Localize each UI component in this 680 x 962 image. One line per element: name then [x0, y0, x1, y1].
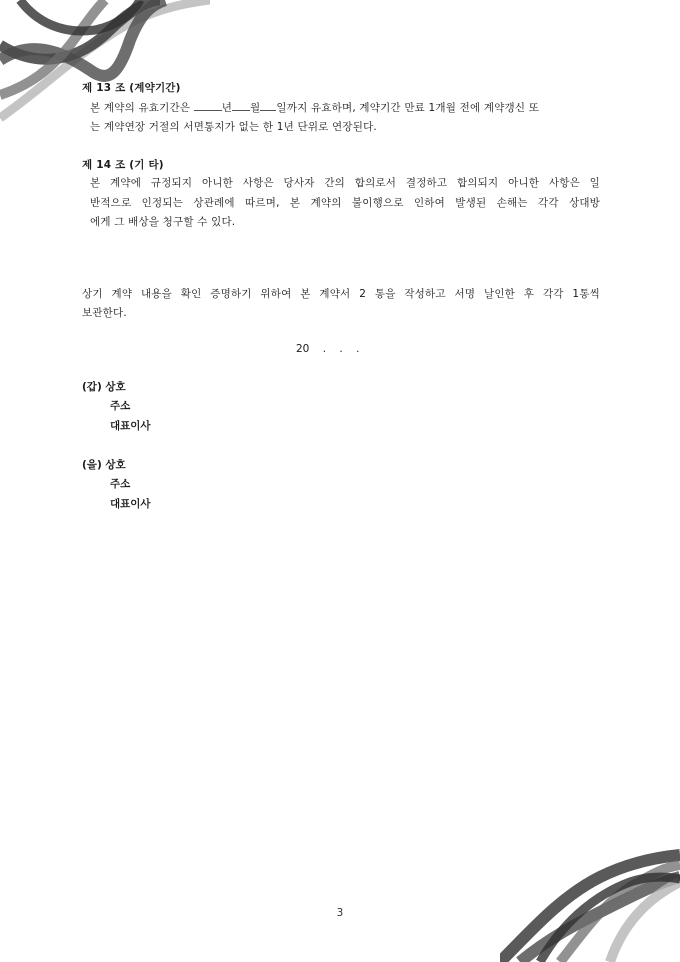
- party-a-address: 주소: [110, 400, 131, 412]
- article-13-line-2: 는 계약연장 거절의 서면통지가 없는 한 1년 단위로 연장된다.: [90, 121, 377, 133]
- party-b-address: 주소: [110, 478, 131, 490]
- article-13-text-b: 일까지 유효하며, 계약기간 만료 1개월 전에 계약갱신 또: [276, 102, 540, 114]
- party-a-head: (갑) 상호: [82, 381, 126, 393]
- party-b-head: (을) 상호: [82, 459, 126, 471]
- article-14-line-1: 본 계약에 규정되지 아니한 사항은 당사자 간의 합의로서 결정하고 합의되지 아니한 사항은 일: [90, 177, 600, 189]
- page-number: 3: [336, 907, 344, 919]
- closing-line-2: 보관한다.: [82, 307, 127, 319]
- article-14-line-3: 에게 그 배상을 청구할 수 있다.: [90, 216, 236, 228]
- article-14-line-2: 반적으로 인정되는 상관례에 따르며, 본 계약의 불이행으로 인하여 발생된 손해는 각각 상대방: [90, 197, 600, 209]
- year-label: 년: [221, 102, 233, 114]
- party-a-ceo: 대표이사: [110, 420, 151, 432]
- party-b-ceo: 대표이사: [110, 498, 151, 510]
- year-blank: [194, 99, 222, 111]
- month-blank: [232, 99, 250, 111]
- article-13-line-1: [90, 99, 539, 115]
- day-blank: [260, 99, 276, 111]
- signing-date: 20 . . .: [296, 343, 360, 355]
- article-14-title: 제 14 조 (기 타): [82, 159, 164, 171]
- month-label: 월: [250, 102, 261, 114]
- article-13-text-a: 본 계약의 유효기간은: [90, 102, 194, 114]
- article-13-title: 제 13 조 (계약기간): [82, 82, 181, 94]
- closing-line-1: 상기 계약 내용을 확인 증명하기 위하여 본 계약서 2 통을 작성하고 서명 날인한 후 각각 1통씩: [82, 288, 600, 300]
